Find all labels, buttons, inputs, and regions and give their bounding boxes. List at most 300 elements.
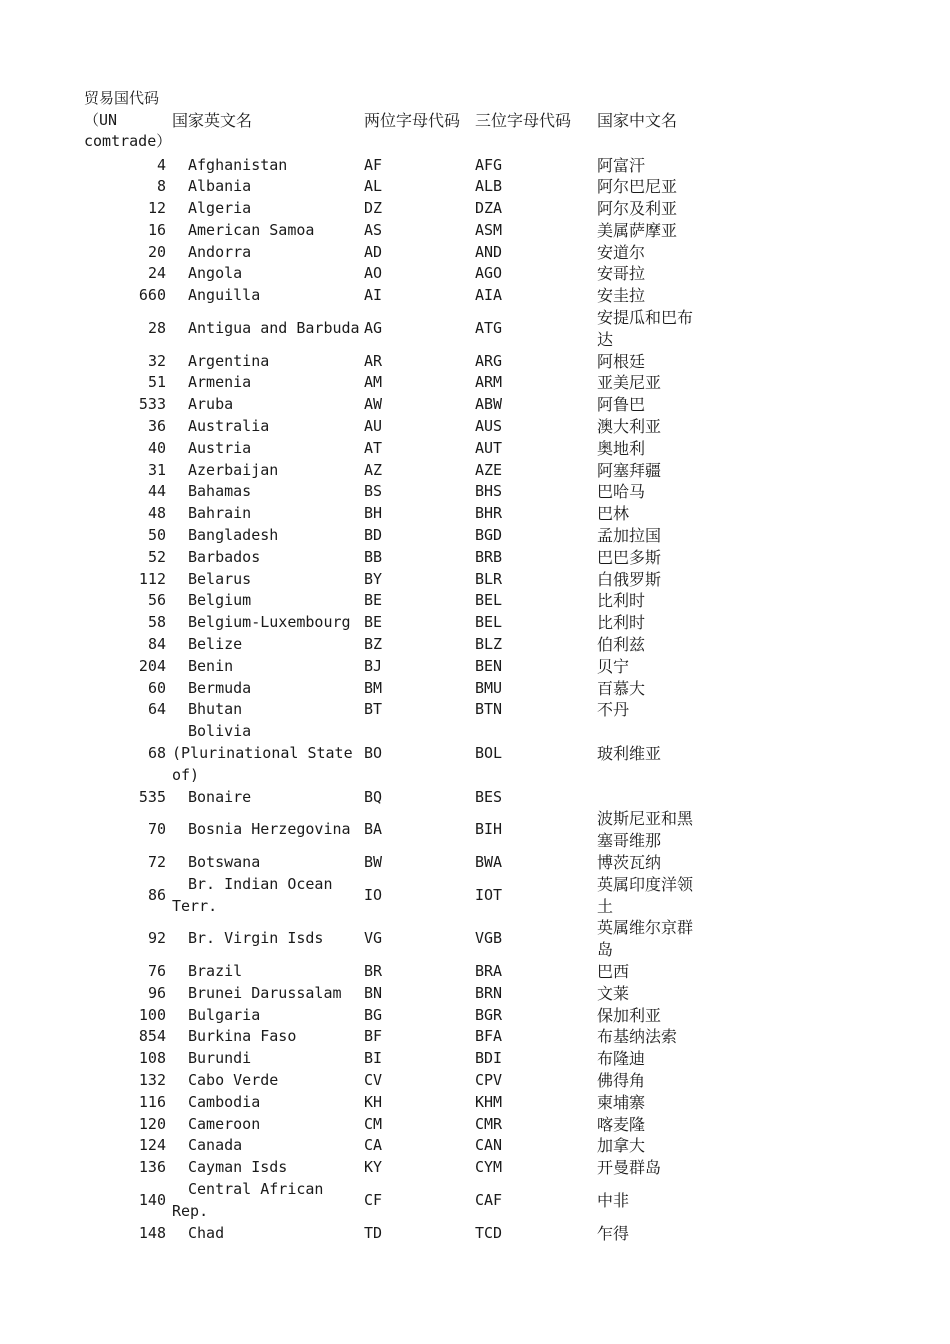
english-name-text: Bermuda — [188, 678, 252, 697]
cell-english-name[interactable] — [172, 285, 364, 307]
english-name-text: Cayman Isds — [188, 1158, 288, 1177]
cell-alpha3-code[interactable]: BHR — [475, 504, 503, 523]
cell-english-name[interactable] — [172, 1092, 364, 1114]
english-name-text: Armenia — [188, 373, 252, 392]
cell-trade-code[interactable]: 58 — [147, 613, 166, 632]
cell-alpha2-code[interactable]: CM — [364, 1114, 383, 1133]
cell-alpha3-code[interactable]: CAN — [475, 1136, 503, 1155]
cell-trade-code[interactable]: 204 — [138, 656, 166, 675]
cell-english-name[interactable] — [172, 874, 364, 918]
cell-trade-code[interactable]: 136 — [138, 1158, 166, 1177]
cell-english-name[interactable] — [172, 351, 364, 373]
cell-alpha3-code[interactable]: CPV — [475, 1070, 503, 1089]
table-row — [84, 1005, 707, 1027]
cell-alpha3-code[interactable]: BRB — [475, 547, 503, 566]
country-code-table — [84, 88, 707, 1244]
table-row — [84, 263, 707, 285]
english-name-text: Anguilla — [188, 286, 261, 305]
cell-trade-code[interactable]: 36 — [147, 417, 166, 436]
cell-alpha3-code[interactable]: KHM — [475, 1092, 503, 1111]
cell-alpha3-code[interactable]: BLR — [475, 569, 503, 588]
cell-alpha2-code[interactable]: BE — [364, 613, 383, 632]
table-row — [84, 176, 707, 198]
cell-alpha3-code[interactable]: ABW — [475, 395, 503, 414]
cell-chinese-name[interactable]: 美属萨摩亚 — [597, 220, 678, 240]
table-row — [84, 155, 707, 177]
cell-english-name[interactable] — [172, 787, 364, 809]
cell-alpha3-code[interactable]: BGR — [475, 1005, 503, 1024]
cell-english-name[interactable] — [172, 263, 364, 285]
table-row — [84, 460, 707, 482]
cell-chinese-name[interactable]: 阿尔巴尼亚 — [597, 177, 678, 197]
cell-chinese-name[interactable]: 孟加拉国 — [597, 526, 662, 546]
english-name-text: Barbados — [188, 547, 261, 566]
cell-trade-code[interactable]: 112 — [138, 569, 166, 588]
cell-alpha2-code[interactable]: BO — [364, 744, 383, 763]
cell-alpha2-code[interactable]: BF — [364, 1027, 383, 1046]
cell-trade-code[interactable]: 92 — [147, 929, 166, 948]
cell-alpha2-code[interactable]: BT — [364, 700, 383, 719]
cell-alpha2-code[interactable]: VG — [364, 929, 383, 948]
cell-english-name[interactable] — [172, 1157, 364, 1179]
table-row — [84, 1048, 707, 1070]
cell-english-name[interactable] — [172, 525, 364, 547]
cell-chinese-name[interactable]: 不丹 — [597, 700, 630, 720]
english-name-text: Azerbaijan — [188, 460, 279, 479]
cell-alpha2-code[interactable]: AT — [364, 438, 383, 457]
cell-alpha2-code[interactable]: AF — [364, 155, 383, 174]
english-name-text: Burkina Faso — [188, 1027, 297, 1046]
cell-chinese-name[interactable]: 巴哈马 — [597, 482, 646, 502]
table-row — [84, 961, 707, 983]
cell-english-name[interactable] — [172, 721, 364, 786]
cell-alpha2-code[interactable]: BN — [364, 983, 383, 1002]
cell-alpha2-code[interactable]: BB — [364, 547, 383, 566]
cell-trade-code[interactable]: 28 — [147, 318, 166, 337]
cell-alpha2-code[interactable]: AI — [364, 286, 383, 305]
cell-english-name[interactable] — [172, 1135, 364, 1157]
cell-alpha3-code[interactable]: AFG — [475, 155, 503, 174]
cell-english-name[interactable] — [172, 1179, 364, 1223]
english-name-text: Angola — [188, 264, 243, 283]
cell-english-name[interactable] — [172, 307, 364, 351]
cell-alpha3-code[interactable]: BWA — [475, 853, 503, 871]
english-name-text: Belize — [188, 635, 243, 654]
spreadsheet — [84, 88, 707, 1244]
cell-english-name[interactable] — [172, 198, 364, 220]
cell-chinese-name[interactable]: 波斯尼亚和黑塞哥维那 — [597, 809, 694, 851]
cell-english-name[interactable] — [172, 416, 364, 438]
cell-chinese-name[interactable]: 阿塞拜疆 — [597, 460, 662, 480]
cell-chinese-name[interactable]: 巴西 — [597, 961, 630, 981]
cell-trade-code[interactable]: 56 — [147, 591, 166, 610]
english-name-text: Canada — [188, 1136, 243, 1155]
table-row — [84, 808, 707, 852]
table-row — [84, 678, 707, 700]
cell-trade-code[interactable]: 854 — [138, 1027, 166, 1046]
table-row — [84, 525, 707, 547]
cell-alpha3-code[interactable]: IOT — [475, 885, 503, 904]
cell-alpha3-code[interactable]: BTN — [475, 700, 503, 719]
cell-trade-code[interactable]: 16 — [147, 220, 166, 239]
header-trade-code[interactable]: 贸易国代码（UN comtrade） — [84, 89, 172, 150]
cell-chinese-name[interactable]: 布基纳法索 — [597, 1027, 678, 1047]
english-name-text: Chad — [188, 1223, 225, 1242]
cell-trade-code[interactable]: 40 — [147, 438, 166, 457]
header-english-name[interactable]: 国家英文名 — [172, 111, 253, 131]
cell-alpha2-code[interactable]: KY — [364, 1158, 383, 1177]
cell-alpha2-code[interactable]: BM — [364, 678, 383, 697]
cell-chinese-name[interactable]: 加拿大 — [597, 1136, 646, 1156]
cell-alpha3-code[interactable]: VGB — [475, 929, 503, 948]
cell-english-name[interactable] — [172, 1005, 364, 1027]
cell-trade-code[interactable]: 52 — [147, 547, 166, 566]
cell-english-name[interactable] — [172, 220, 364, 242]
english-name-text: Bolivia (Plurinational State of) — [172, 722, 353, 784]
cell-english-name[interactable] — [172, 242, 364, 264]
cell-alpha2-code[interactable]: AG — [364, 318, 383, 337]
cell-english-name[interactable] — [172, 634, 364, 656]
cell-alpha2-code[interactable]: AZ — [364, 460, 383, 479]
cell-alpha2-code[interactable]: CV — [364, 1070, 383, 1089]
english-name-text: Botswana — [188, 853, 261, 871]
table-row — [84, 1223, 707, 1245]
cell-alpha3-code[interactable]: BFA — [475, 1027, 503, 1046]
cell-trade-code[interactable]: 44 — [147, 482, 166, 501]
cell-trade-code[interactable]: 50 — [147, 526, 166, 545]
cell-alpha2-code[interactable]: AL — [364, 177, 383, 196]
cell-trade-code[interactable]: 64 — [147, 700, 166, 719]
cell-trade-code[interactable]: 132 — [138, 1070, 166, 1089]
table-row — [84, 372, 707, 394]
cell-english-name[interactable] — [172, 917, 364, 961]
cell-trade-code[interactable]: 32 — [147, 351, 166, 370]
cell-trade-code[interactable]: 124 — [138, 1136, 166, 1155]
cell-chinese-name[interactable]: 保加利亚 — [597, 1005, 662, 1025]
cell-chinese-name[interactable]: 开曼群岛 — [597, 1158, 662, 1178]
cell-english-name[interactable] — [172, 612, 364, 634]
cell-alpha3-code[interactable]: BIH — [475, 820, 503, 839]
table-row — [84, 307, 707, 351]
cell-english-name[interactable] — [172, 176, 364, 198]
cell-chinese-name[interactable]: 安道尔 — [597, 242, 646, 262]
cell-alpha3-code[interactable]: BEL — [475, 591, 503, 610]
cell-chinese-name[interactable]: 比利时 — [597, 591, 646, 611]
cell-english-name[interactable] — [172, 1026, 364, 1048]
cell-english-name[interactable] — [172, 503, 364, 525]
cell-chinese-name[interactable]: 安圭拉 — [597, 286, 646, 306]
cell-trade-code[interactable]: 68 — [147, 744, 166, 763]
english-name-text: Central African Rep. — [172, 1179, 324, 1220]
english-name-text: Bahamas — [188, 482, 252, 501]
cell-english-name[interactable] — [172, 699, 364, 721]
table-row — [84, 416, 707, 438]
cell-trade-code[interactable]: 4 — [156, 155, 166, 174]
english-name-text: Antigua and Barbuda — [188, 318, 360, 337]
cell-trade-code[interactable]: 72 — [147, 853, 166, 871]
english-name-text: Bahrain — [188, 504, 252, 523]
cell-trade-code[interactable]: 148 — [138, 1223, 166, 1242]
cell-chinese-name[interactable] — [597, 787, 707, 809]
cell-alpha2-code[interactable]: BQ — [364, 787, 383, 806]
cell-alpha2-code[interactable]: CF — [364, 1190, 383, 1209]
cell-alpha3-code[interactable]: AIA — [475, 286, 503, 305]
cell-chinese-name[interactable]: 亚美尼亚 — [597, 373, 662, 393]
cell-chinese-name[interactable]: 比利时 — [597, 613, 646, 633]
cell-alpha2-code[interactable]: BA — [364, 820, 383, 839]
cell-trade-code[interactable]: 31 — [147, 460, 166, 479]
english-name-text: Brazil — [188, 961, 243, 980]
cell-alpha2-code[interactable]: AD — [364, 242, 383, 261]
cell-alpha2-code[interactable]: TD — [364, 1223, 383, 1242]
cell-trade-code[interactable]: 535 — [138, 787, 166, 806]
cell-alpha3-code[interactable]: CMR — [475, 1114, 503, 1133]
cell-alpha2-code[interactable]: BJ — [364, 656, 383, 675]
cell-alpha2-code[interactable]: AO — [364, 264, 383, 283]
cell-alpha3-code[interactable]: ASM — [475, 220, 503, 239]
table-row — [84, 874, 707, 918]
cell-english-name[interactable] — [172, 656, 364, 678]
table-row — [84, 1157, 707, 1179]
cell-english-name[interactable] — [172, 590, 364, 612]
cell-alpha2-code[interactable]: BZ — [364, 635, 383, 654]
cell-alpha3-code[interactable]: BDI — [475, 1049, 503, 1068]
english-name-text: Albania — [188, 177, 252, 196]
cell-alpha3-code[interactable]: BEL — [475, 613, 503, 632]
cell-chinese-name[interactable]: 喀麦隆 — [597, 1114, 646, 1134]
cell-alpha2-code[interactable]: BS — [364, 482, 383, 501]
english-name-text: Br. Virgin Isds — [188, 929, 324, 948]
cell-trade-code[interactable]: 84 — [147, 635, 166, 654]
english-name-text: Belgium-Luxembourg — [188, 613, 351, 632]
table-row — [84, 590, 707, 612]
table-row — [84, 699, 707, 721]
cell-chinese-name[interactable]: 博茨瓦纳 — [597, 853, 662, 872]
table-row — [84, 852, 707, 874]
cell-chinese-name[interactable]: 安哥拉 — [597, 264, 646, 284]
cell-alpha3-code[interactable]: BGD — [475, 526, 503, 545]
cell-alpha3-code[interactable]: CAF — [475, 1190, 503, 1209]
cell-chinese-name[interactable]: 玻利维亚 — [597, 744, 662, 764]
cell-alpha2-code[interactable]: CA — [364, 1136, 383, 1155]
table-row — [84, 394, 707, 416]
english-name-text: Benin — [188, 656, 234, 675]
table-row — [84, 438, 707, 460]
cell-english-name[interactable] — [172, 1114, 364, 1136]
english-name-text: Austria — [188, 438, 252, 457]
cell-english-name[interactable] — [172, 852, 364, 874]
table-row — [84, 983, 707, 1005]
table-row — [84, 198, 707, 220]
cell-trade-code[interactable]: 108 — [138, 1049, 166, 1068]
cell-alpha3-code[interactable]: BLZ — [475, 635, 503, 654]
english-name-text: Bosnia Herzegovina — [188, 820, 351, 839]
cell-alpha3-code[interactable]: AGO — [475, 264, 503, 283]
cell-english-name[interactable] — [172, 372, 364, 394]
table-row — [84, 1135, 707, 1157]
cell-alpha2-code[interactable]: DZ — [364, 199, 383, 218]
cell-english-name[interactable] — [172, 547, 364, 569]
cell-alpha3-code[interactable]: AUS — [475, 417, 503, 436]
english-name-text: Australia — [188, 417, 270, 436]
cell-trade-code[interactable]: 86 — [147, 885, 166, 904]
cell-trade-code[interactable]: 8 — [156, 177, 166, 196]
cell-english-name[interactable] — [172, 1223, 364, 1245]
cell-chinese-name[interactable]: 英属维尔京群岛 — [597, 918, 694, 960]
table-row — [84, 503, 707, 525]
cell-trade-code[interactable]: 12 — [147, 199, 166, 218]
cell-alpha2-code[interactable]: BE — [364, 591, 383, 610]
cell-trade-code[interactable]: 24 — [147, 264, 166, 283]
cell-chinese-name[interactable]: 佛得角 — [597, 1070, 646, 1090]
cell-trade-code[interactable]: 140 — [138, 1190, 166, 1209]
table-row — [84, 721, 707, 786]
cell-chinese-name[interactable]: 阿富汗 — [597, 155, 646, 175]
cell-alpha2-code[interactable]: AM — [364, 373, 383, 392]
table-row — [84, 612, 707, 634]
header-chinese-name[interactable]: 国家中文名 — [597, 111, 678, 131]
english-name-text: American Samoa — [188, 220, 315, 239]
table-row — [84, 285, 707, 307]
cell-english-name[interactable] — [172, 1070, 364, 1092]
cell-chinese-name[interactable]: 英属印度洋领土 — [597, 874, 694, 916]
english-name-text: Bangladesh — [188, 526, 279, 545]
cell-chinese-name[interactable]: 巴林 — [597, 504, 630, 524]
cell-chinese-name[interactable]: 中非 — [597, 1190, 630, 1210]
cell-trade-code[interactable]: 51 — [147, 373, 166, 392]
cell-alpha3-code[interactable]: AUT — [475, 438, 503, 457]
table-row — [84, 481, 707, 503]
cell-trade-code[interactable]: 60 — [147, 678, 166, 697]
cell-alpha2-code[interactable]: AR — [364, 351, 383, 370]
cell-alpha3-code[interactable]: TCD — [475, 1223, 503, 1242]
table-row — [84, 787, 707, 809]
cell-chinese-name[interactable]: 柬埔寨 — [597, 1092, 646, 1112]
cell-english-name[interactable] — [172, 481, 364, 503]
cell-chinese-name[interactable]: 阿鲁巴 — [597, 395, 646, 415]
cell-trade-code[interactable]: 48 — [147, 504, 166, 523]
cell-trade-code[interactable]: 100 — [138, 1005, 166, 1024]
cell-english-name[interactable] — [172, 155, 364, 177]
cell-alpha3-code[interactable]: DZA — [475, 199, 503, 218]
cell-trade-code[interactable]: 120 — [138, 1114, 166, 1133]
header-row — [84, 88, 707, 155]
english-name-text: Bhutan — [188, 700, 243, 719]
cell-trade-code[interactable]: 96 — [147, 983, 166, 1002]
cell-english-name[interactable] — [172, 460, 364, 482]
table-body — [84, 155, 707, 1245]
table-row — [84, 1026, 707, 1048]
cell-alpha3-code[interactable]: BMU — [475, 678, 503, 697]
cell-alpha3-code[interactable]: BHS — [475, 482, 503, 501]
cell-alpha2-code[interactable]: BR — [364, 961, 383, 980]
cell-alpha3-code[interactable]: ATG — [475, 318, 503, 337]
cell-trade-code[interactable]: 20 — [147, 242, 166, 261]
cell-english-name[interactable] — [172, 983, 364, 1005]
cell-english-name[interactable] — [172, 394, 364, 416]
cell-alpha2-code[interactable]: BH — [364, 504, 383, 523]
cell-alpha2-code[interactable]: AW — [364, 395, 383, 414]
cell-chinese-name[interactable]: 奥地利 — [597, 438, 646, 458]
cell-alpha2-code[interactable]: BW — [364, 853, 383, 871]
cell-chinese-name[interactable]: 文莱 — [597, 983, 630, 1003]
cell-alpha3-code[interactable]: AZE — [475, 460, 503, 479]
cell-alpha2-code[interactable]: AS — [364, 220, 383, 239]
table-row — [84, 569, 707, 591]
cell-alpha3-code[interactable]: BEN — [475, 656, 503, 675]
cell-chinese-name[interactable]: 阿尔及利亚 — [597, 199, 678, 219]
cell-trade-code[interactable]: 70 — [147, 820, 166, 839]
cell-trade-code[interactable]: 116 — [138, 1092, 166, 1111]
cell-alpha2-code[interactable]: BD — [364, 526, 383, 545]
cell-chinese-name[interactable]: 伯利兹 — [597, 635, 646, 655]
cell-alpha2-code[interactable]: BG — [364, 1005, 383, 1024]
table-row — [84, 1070, 707, 1092]
cell-chinese-name[interactable]: 白俄罗斯 — [597, 569, 662, 589]
table-row — [84, 547, 707, 569]
cell-alpha3-code[interactable]: BRN — [475, 983, 503, 1002]
cell-alpha3-code[interactable]: ALB — [475, 177, 503, 196]
cell-chinese-name[interactable]: 布隆迪 — [597, 1049, 646, 1069]
cell-alpha2-code[interactable]: BI — [364, 1049, 383, 1068]
english-name-text: Argentina — [188, 351, 270, 370]
cell-chinese-name[interactable]: 贝宁 — [597, 656, 630, 676]
english-name-text: Cabo Verde — [188, 1070, 279, 1089]
cell-english-name[interactable] — [172, 808, 364, 852]
cell-alpha3-code[interactable]: BRA — [475, 961, 503, 980]
table-row — [84, 1179, 707, 1223]
cell-chinese-name[interactable]: 澳大利亚 — [597, 417, 662, 437]
english-name-text: Cambodia — [188, 1092, 261, 1111]
cell-alpha3-code[interactable]: ARM — [475, 373, 503, 392]
table-row — [84, 351, 707, 373]
cell-alpha2-code[interactable]: KH — [364, 1092, 383, 1111]
cell-alpha3-code[interactable]: ARG — [475, 351, 503, 370]
cell-alpha2-code[interactable]: AU — [364, 417, 383, 436]
header-alpha3-code[interactable]: 三位字母代码 — [475, 111, 572, 131]
english-name-text: Belgium — [188, 591, 252, 610]
english-name-text: Br. Indian Ocean Terr. — [172, 874, 333, 915]
cell-alpha3-code[interactable]: AND — [475, 242, 503, 261]
english-name-text: Cameroon — [188, 1114, 261, 1133]
cell-english-name[interactable] — [172, 1048, 364, 1070]
cell-chinese-name[interactable]: 乍得 — [597, 1223, 630, 1243]
header-alpha2-code[interactable]: 两位字母代码 — [364, 111, 461, 131]
cell-chinese-name[interactable]: 阿根廷 — [597, 351, 646, 371]
cell-alpha3-code[interactable]: BES — [475, 787, 503, 806]
english-name-text: Algeria — [188, 199, 252, 218]
cell-english-name[interactable] — [172, 678, 364, 700]
cell-english-name[interactable] — [172, 961, 364, 983]
cell-trade-code[interactable]: 76 — [147, 961, 166, 980]
cell-alpha2-code[interactable]: IO — [364, 885, 383, 904]
english-name-text: Aruba — [188, 395, 234, 414]
cell-trade-code[interactable]: 660 — [138, 286, 166, 305]
english-name-text: Bonaire — [188, 787, 252, 806]
table-row — [84, 220, 707, 242]
cell-chinese-name[interactable]: 百慕大 — [597, 678, 646, 698]
cell-trade-code[interactable]: 533 — [138, 395, 166, 414]
cell-chinese-name[interactable]: 巴巴多斯 — [597, 547, 662, 567]
cell-alpha3-code[interactable]: BOL — [475, 744, 503, 763]
cell-chinese-name[interactable]: 安提瓜和巴布达 — [597, 308, 694, 349]
english-name-text: Burundi — [188, 1049, 252, 1068]
cell-alpha3-code[interactable]: CYM — [475, 1158, 503, 1177]
english-name-text: Andorra — [188, 242, 252, 261]
cell-english-name[interactable] — [172, 438, 364, 460]
cell-english-name[interactable] — [172, 569, 364, 591]
cell-alpha2-code[interactable]: BY — [364, 569, 383, 588]
